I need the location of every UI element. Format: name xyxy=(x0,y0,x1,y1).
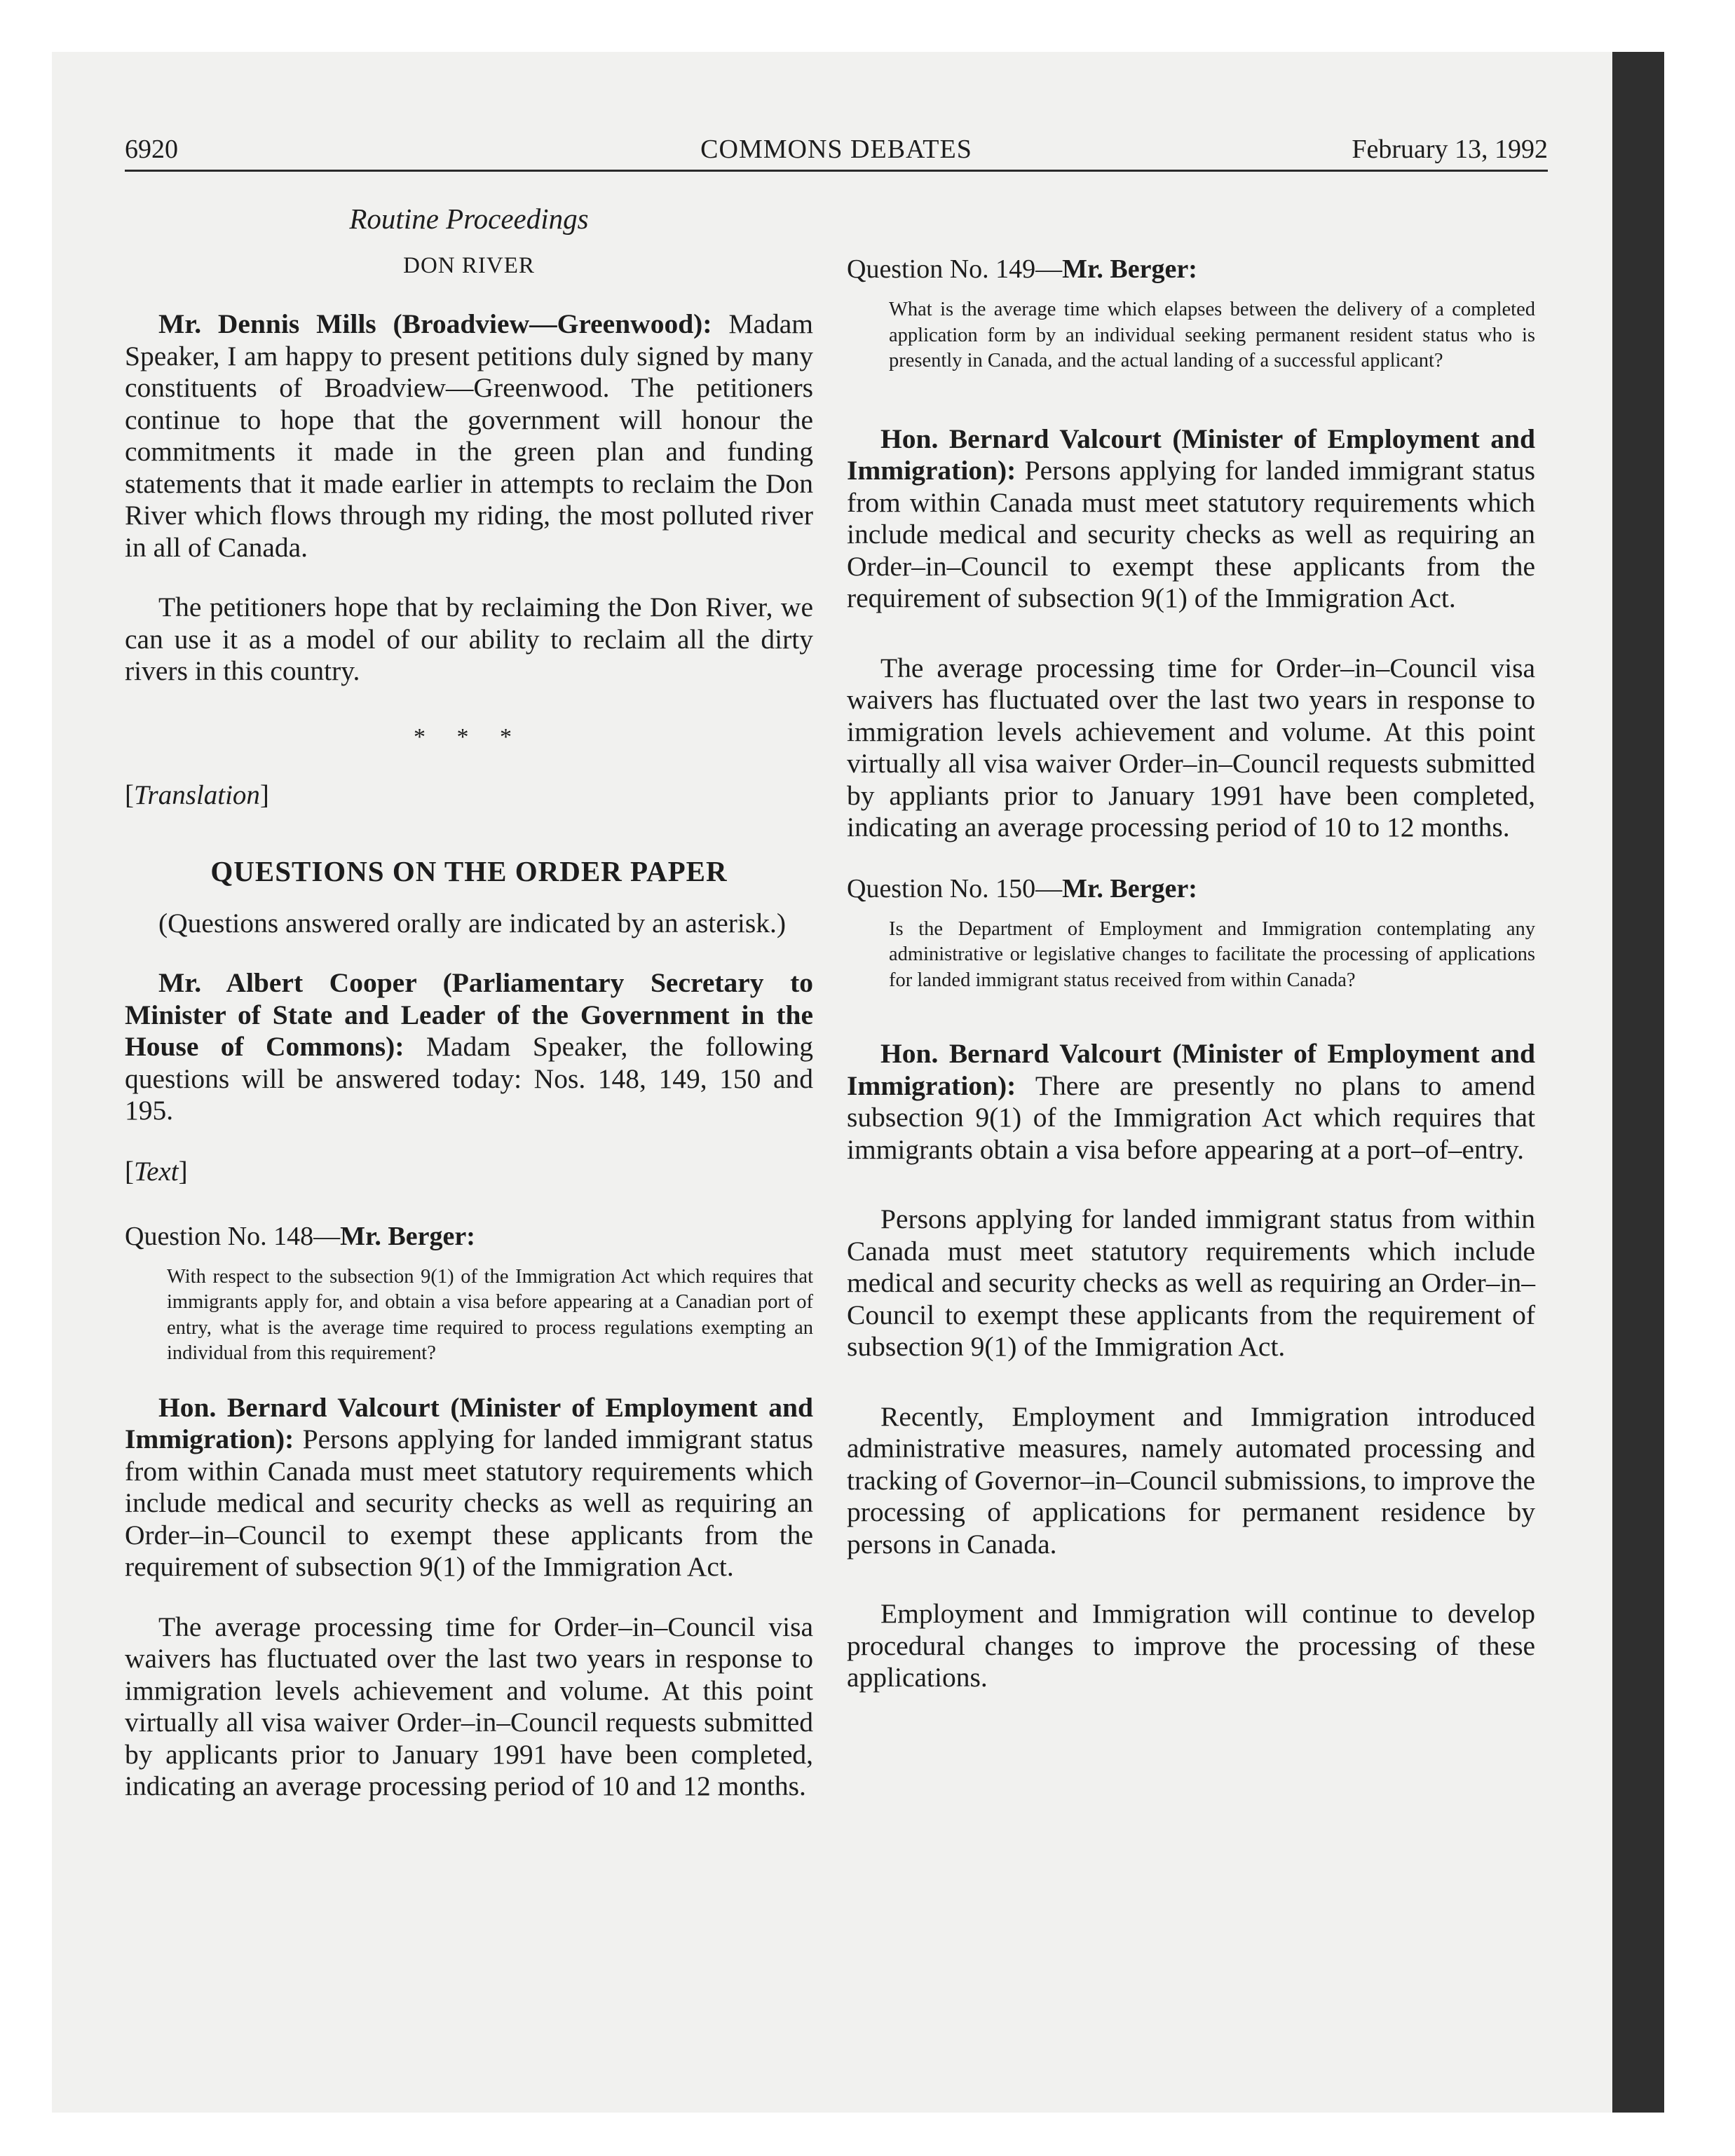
header-rule xyxy=(125,170,1548,172)
translation-marker: [Translation] xyxy=(125,779,269,810)
question-number: Question No. 148— xyxy=(125,1221,341,1251)
running-header xyxy=(125,130,1548,168)
mills-paragraph-2: The petitioners hope that by reclaiming the Don River, we can use it as a model of our ability to reclaim all the dirty rivers in this country. xyxy=(125,592,813,686)
mills-paragraph xyxy=(125,308,813,564)
speaker-name: Mr. Albert Cooper (Parliamentary Secretary to Minister of State and Leader of the Government in the House of Commons): xyxy=(125,967,813,1062)
question-149-heading xyxy=(847,252,1535,286)
answer-150-paragraph-3: Recently, Employment and Immigration introduced administrative measures, namely automated processing and tracking of Governor–in–Council submissions, to improve the processing of applications for permanent residence by persons in Canada. xyxy=(847,1400,1535,1560)
answer-150-paragraph-2: Persons applying for landed immigrant status from within Canada must meet statutory requirements which include medical and security checks as well as requiring an Order–in–Council to exempt these applicants from the requirement of subsection 9(1) of the Immigration Act. xyxy=(847,1203,1535,1362)
speech-text: Persons applying for landed immigrant status from within Canada must meet statutory requirements which include medical and security checks as well as requiring an Order–in–Council to exempt these applicants from the requirement of subsection 9(1) of the Immigration Act. xyxy=(125,1424,813,1582)
speaker-name: Hon. Bernard Valcourt (Minister of Employment and Immigration): xyxy=(847,1038,1535,1101)
spacer xyxy=(847,1560,1535,1598)
question-number: Question No. 150— xyxy=(847,873,1063,903)
left-column xyxy=(125,200,813,1803)
spacer xyxy=(125,564,813,592)
section-divider-stars: * * * xyxy=(414,723,524,750)
question-150-heading xyxy=(847,872,1535,906)
speaker-name: Mr. Dennis Mills (Broadview—Greenwood): xyxy=(158,308,712,339)
cooper-paragraph xyxy=(125,967,813,1127)
spacer xyxy=(847,1166,1535,1203)
speaker-name: Hon. Bernard Valcourt (Minister of Employment and Immigration): xyxy=(125,1391,813,1454)
publication-title: COMMONS DEBATES xyxy=(700,135,972,164)
spacer xyxy=(125,1583,813,1611)
question-148-heading xyxy=(125,1220,813,1253)
question-asker: Mr. Berger: xyxy=(340,1221,475,1251)
answer-148-paragraph xyxy=(125,1392,813,1583)
right-column xyxy=(847,252,1535,1694)
scan-dark-edge xyxy=(1612,52,1664,2113)
questions-heading: QUESTIONS ON THE ORDER PAPER xyxy=(210,854,728,887)
speech-text: There are presently no plans to amend subsection 9(1) of the Immigration Act which requires that immigrants obtain a visa before appearing at a port–of–entry. xyxy=(847,1070,1535,1165)
page-number: 6920 xyxy=(125,135,178,164)
spacer xyxy=(847,1363,1535,1401)
answer-149-paragraph xyxy=(847,423,1535,615)
question-asker: Mr. Berger: xyxy=(1062,254,1197,284)
section-heading: Routine Proceedings xyxy=(349,203,589,235)
speaker-name: Hon. Bernard Valcourt (Minister of Employment and Immigration): xyxy=(847,423,1535,486)
text-label: Text xyxy=(134,1156,179,1187)
speech-text: Madam Speaker, I am happy to present petitions duly signed by many constituents of Broadview—Greenwood. The petitioners continue to hope that the government will honour the commitments it made in the green plan and funding statements that it made earlier in attempts to reclaim the Don River which flows through my riding, the most polluted river in all of Canada. xyxy=(125,308,813,563)
spacer xyxy=(125,939,813,967)
answer-150-paragraph-4: Employment and Immigration will continue to develop procedural changes to improve the processing of these applications. xyxy=(847,1598,1535,1693)
answer-149-paragraph-2: The average processing time for Order–in–Council visa waivers has fluctuated over the last two years in response to immigration levels achievement and volume. At this point virtually all visa waiver Order–in–Council requests submitted by appliants prior to January 1991 have been completed, indicating an average processing period of 10 to 12 months. xyxy=(847,652,1535,842)
question-asker: Mr. Berger: xyxy=(1062,873,1197,903)
question-number: Question No. 149— xyxy=(847,254,1063,284)
answer-148-paragraph-2: The average processing time for Order–in–Council visa waivers has fluctuated over the last two years in response to immigration levels achievement and volume. At this point virtually all visa waiver Order–in–Council requests submitted by applicants prior to January 1991 have been completed, indicating an average processing period of 10 and 12 months. xyxy=(125,1611,813,1801)
question-149-text: What is the average time which elapses between the delivery of a completed application form by an individual seeking permanent resident status who is presently in Canada, and the actual landing of a successful applicant? xyxy=(889,299,1535,371)
speech-text: Persons applying for landed immigrant status from within Canada must meet statutory requirements which include medical and security checks as well as requiring an Order–in–Council to exempt these applicants from the requirement of subsection 9(1) of the Immigration Act. xyxy=(847,455,1535,613)
questions-note: (Questions answered orally are indicated by an asterisk.) xyxy=(158,907,787,939)
speech-text: Madam Speaker, the following questions will be answered today: Nos. 148, 149, 150 and 195. xyxy=(125,1031,814,1126)
answer-150-paragraph xyxy=(847,1038,1535,1166)
spacer xyxy=(847,844,1535,872)
publication-date: February 13, 1992 xyxy=(1352,135,1548,164)
question-150-text: Is the Department of Employment and Immigration contemplating any administrative or legislative changes to facilitate the processing of applications for landed immigrant status received from within Canada? xyxy=(889,917,1535,991)
spacer xyxy=(847,615,1535,653)
translation-label: Translation xyxy=(134,779,260,810)
text-marker: [Text] xyxy=(125,1156,188,1187)
subject-heading: DON RIVER xyxy=(403,253,535,278)
spacer xyxy=(125,1127,813,1155)
question-148-text: With respect to the subsection 9(1) of the Immigration Act which requires that immigrants apply for, and obtain a visa before appearing at a Canadian port of entry, what is the average time required to process regulations exempting an individual from this requirement? xyxy=(167,1265,813,1364)
